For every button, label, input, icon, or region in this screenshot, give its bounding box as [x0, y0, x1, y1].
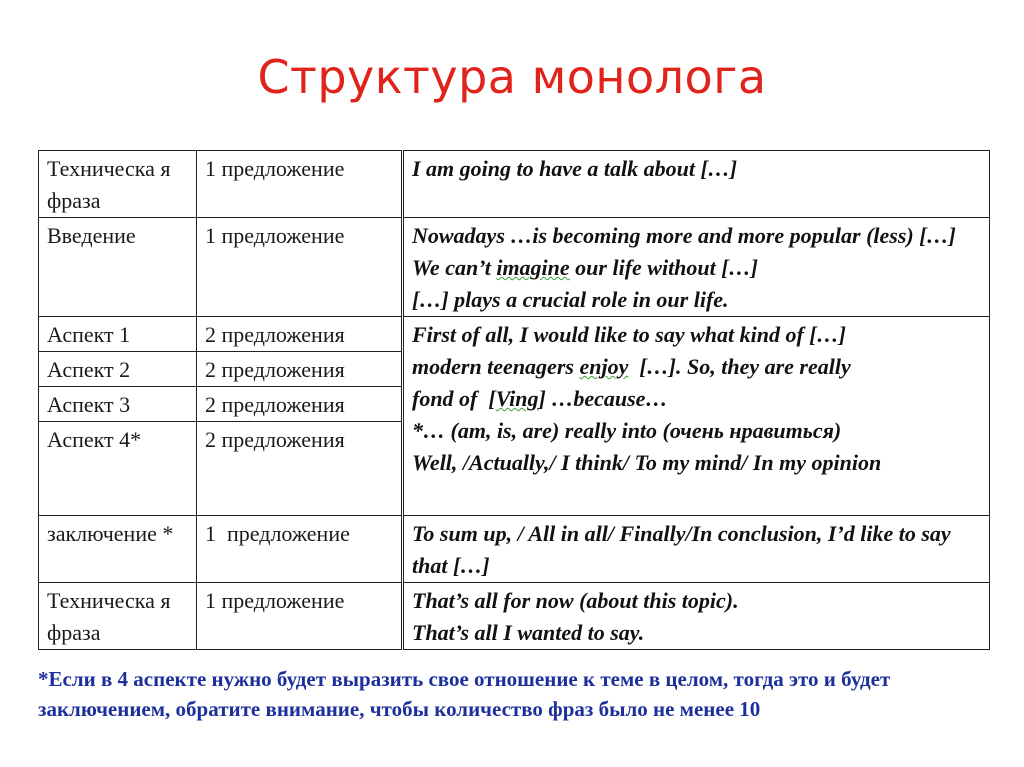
phrase-line: […] plays a crucial role in our life. [412, 287, 729, 312]
phrase-line: modern teenagers enjoy […]. So, they are really [412, 354, 851, 379]
phrase-cell: To sum up, / All in all/ Finally/In conclusion, I’d like to say that […] [403, 516, 990, 583]
phrase-cell [403, 218, 990, 317]
size-cell: 1 предложение [197, 151, 403, 218]
table-row [39, 317, 990, 352]
phrase-line: *… (am, is, are) really into (очень нравиться) [412, 418, 842, 443]
size-cell: 2 предложения [197, 352, 403, 387]
monologue-structure-table [38, 150, 990, 650]
phrase-line: First of all, I would like to say what kind of […] [412, 322, 846, 347]
size-cell: 1 предложение [197, 218, 403, 317]
phrase-line: fond of [Ving] …because… [412, 386, 668, 411]
part-cell: Техническа я фраза [39, 151, 197, 218]
table-row [39, 583, 990, 650]
table-row [39, 516, 990, 583]
slide-title: Структура монолога [257, 50, 767, 104]
part-cell: Техническа я фраза [39, 583, 197, 650]
table-row [39, 218, 990, 317]
size-cell: 1 предложение [197, 583, 403, 650]
part-cell: Аспект 2 [39, 352, 197, 387]
phrase-line: Nowadays …is becoming more and more popular (less) […] [412, 223, 956, 248]
phrase-line: That’s all for now (about this topic). [412, 588, 739, 613]
size-cell: 2 предложения [197, 387, 403, 422]
phrase-line: We can’t imagine our life without […] [412, 255, 758, 280]
phrase-line: That’s all I wanted to say. [412, 620, 645, 645]
part-cell: Аспект 3 [39, 387, 197, 422]
size-cell: 1 предложение [197, 516, 403, 583]
size-cell: 2 предложения [197, 317, 403, 352]
part-cell: Введение [39, 218, 197, 317]
table-row [39, 151, 990, 218]
size-cell: 2 предложения [197, 422, 403, 516]
phrase-cell [403, 583, 990, 650]
phrase-cell [403, 317, 990, 516]
phrase-line: Well, /Actually,/ I think/ To my mind/ In my opinion [412, 450, 882, 475]
part-cell: Аспект 4* [39, 422, 197, 516]
part-cell: Аспект 1 [39, 317, 197, 352]
part-cell: заключение * [39, 516, 197, 583]
phrase-cell: I am going to have a talk about […] [403, 151, 990, 218]
footnote: *Если в 4 аспекте нужно будет выразить свое отношение к теме в целом, тогда это и будет заключением, обратите внимание, чтобы количество фраз было не менее 10 [38, 667, 891, 721]
